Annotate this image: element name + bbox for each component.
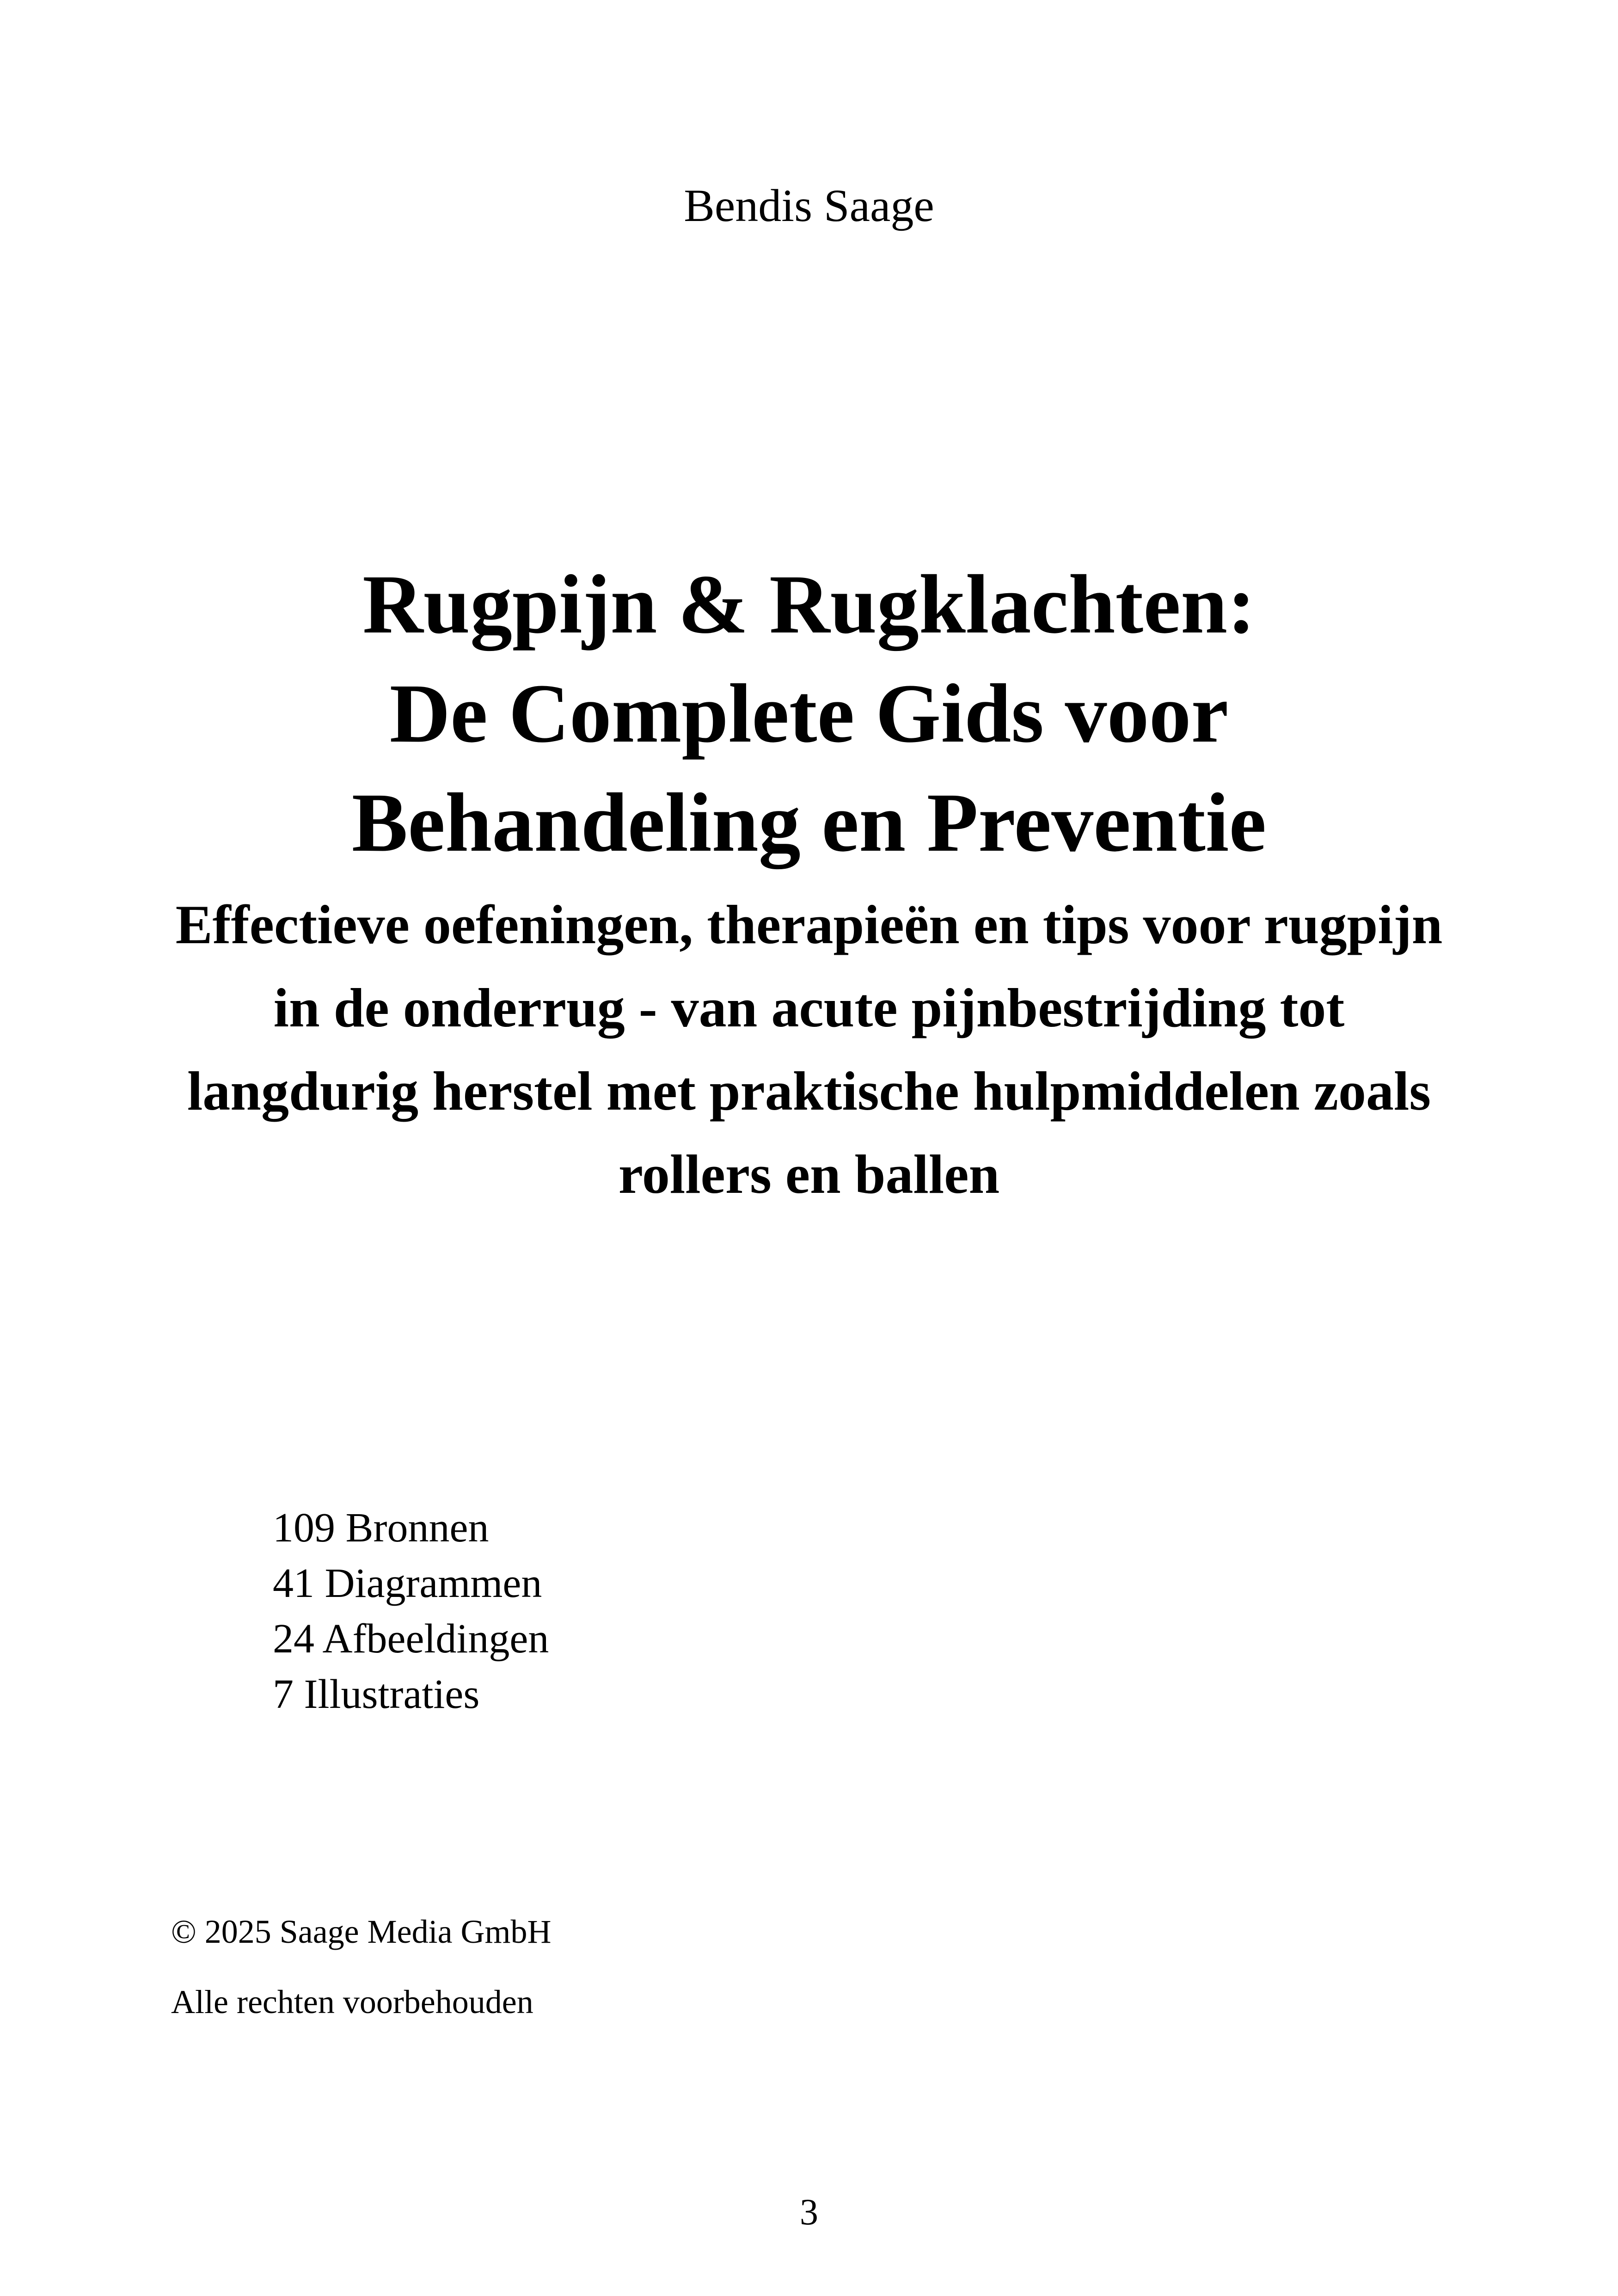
book-title-line: De Complete Gids voor	[389, 667, 1229, 760]
rights-notice: Alle rechten voorbehouden	[171, 1983, 533, 2020]
book-title-line: Behandeling en Preventie	[351, 776, 1267, 869]
book-title-line: Rugpijn & Rugklachten:	[362, 558, 1256, 651]
stat-diagrams: 41 Diagrammen	[273, 1560, 542, 1606]
page-number: 3	[800, 2192, 818, 2233]
content-statistics	[273, 1500, 966, 1722]
book-title	[139, 550, 1479, 878]
copyright-notice: © 2025 Saage Media GmbH	[171, 1913, 552, 1950]
author-name: Bendis Saage	[684, 180, 934, 231]
stat-illustrations: 7 Illustraties	[273, 1671, 480, 1717]
book-subtitle: Effectieve oefeningen, therapieën en tips voor rugpijn in de onderrug - van acute pijnbestrijding tot langdurig herstel met praktische hulpmiddelen zoals rollers en ballen	[175, 894, 1443, 1205]
stat-sources: 109 Bronnen	[273, 1505, 489, 1551]
stat-images: 24 Afbeeldingen	[273, 1616, 549, 1662]
